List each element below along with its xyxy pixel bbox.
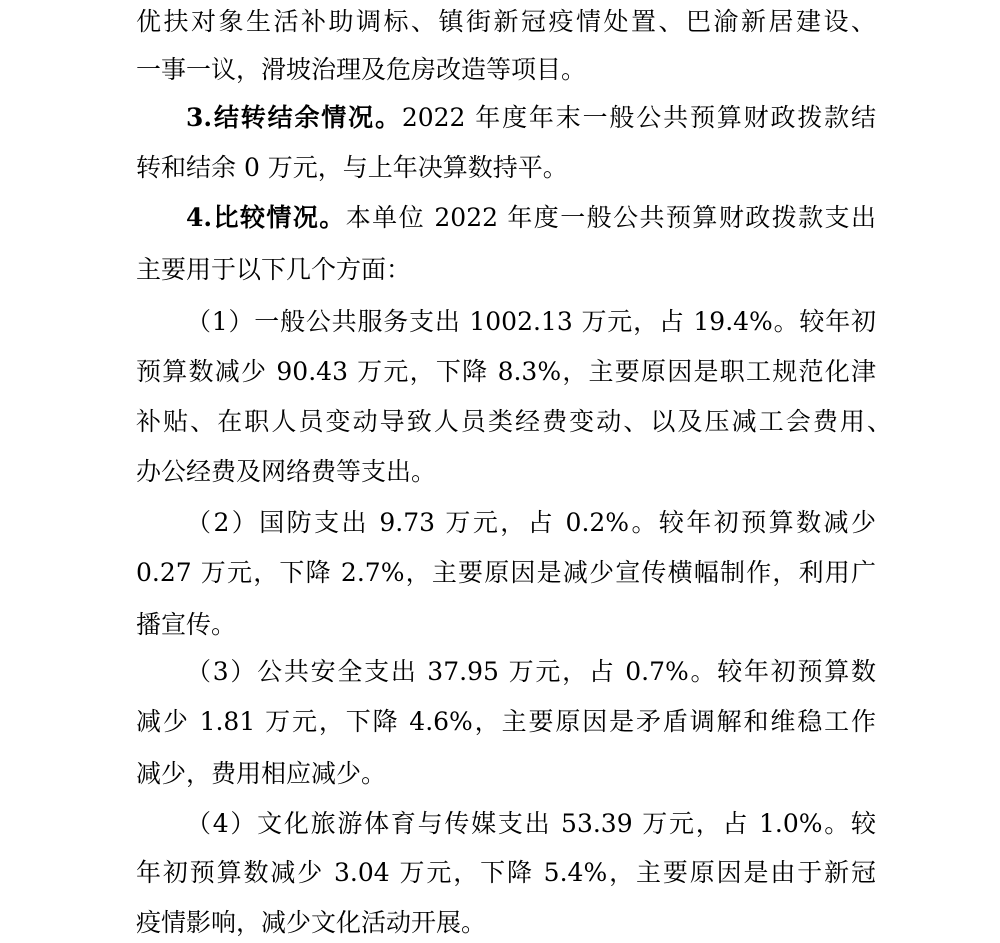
paragraph-text: 本单位 2022 年度一般公共预算财政拨款支出 xyxy=(345,203,876,232)
paragraph-line: 主要用于以下几个方面： xyxy=(136,255,412,284)
paragraph-text: 2022 年度年末一般公共预算财政拨款结 xyxy=(401,103,876,132)
paragraph-line: 一事一议，滑坡治理及危房改造等项目。 xyxy=(136,55,587,84)
paragraph-line: 减少 1.81 万元，下降 4.6%，主要原因是矛盾调解和维稳工作 xyxy=(136,707,876,736)
paragraph-line: （2）国防支出 9.73 万元，占 0.2%。较年初预算数减少 xyxy=(186,508,876,537)
section-heading: 4.比较情况。 xyxy=(186,203,346,232)
section-heading: 3.结转结余情况。 xyxy=(186,103,402,132)
paragraph-line: （4）文化旅游体育与传媒支出 53.39 万元，占 1.0%。较 xyxy=(186,809,876,838)
paragraph-line: 年初预算数减少 3.04 万元，下降 5.4%，主要原因是由于新冠 xyxy=(136,858,876,887)
paragraph-line: 0.27 万元，下降 2.7%，主要原因是减少宣传横幅制作，利用广 xyxy=(136,558,876,587)
paragraph-line: 优扶对象生活补助调标、镇街新冠疫情处置、巴渝新居建设、 xyxy=(136,7,876,36)
paragraph-line xyxy=(186,198,876,238)
paragraph-line: 转和结余 0 万元，与上年决算数持平。 xyxy=(136,153,568,182)
paragraph-line: 减少，费用相应减少。 xyxy=(136,759,387,788)
paragraph-line: 疫情影响，减少文化活动开展。 xyxy=(136,908,487,937)
paragraph-line: （1）一般公共服务支出 1002.13 万元，占 19.4%。较年初 xyxy=(186,307,876,336)
paragraph-line: 补贴、在职人员变动导致人员类经费变动、以及压减工会费用、 xyxy=(136,407,892,436)
paragraph-line: 预算数减少 90.43 万元，下降 8.3%，主要原因是职工规范化津 xyxy=(136,357,876,386)
paragraph-line: 办公经费及网络费等支出。 xyxy=(136,457,437,486)
paragraph-line: （3）公共安全支出 37.95 万元，占 0.7%。较年初预算数 xyxy=(186,657,876,686)
paragraph-line: 播宣传。 xyxy=(136,610,237,639)
paragraph-line xyxy=(186,98,876,138)
